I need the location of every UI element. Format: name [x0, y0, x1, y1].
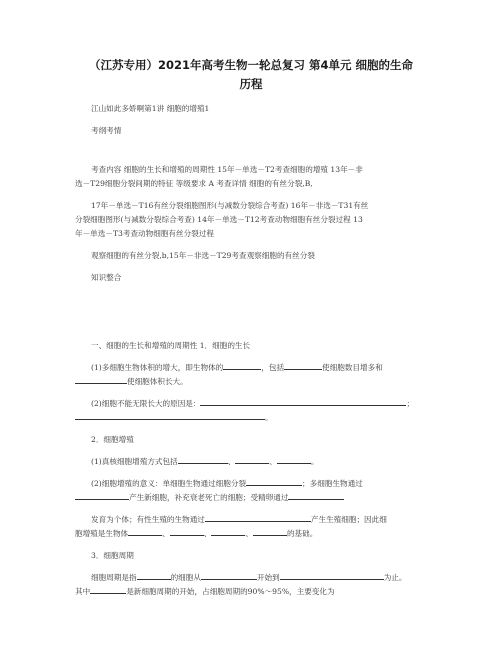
fill-blank[interactable] — [280, 571, 384, 580]
section-kaogang: 考纲考情 — [91, 126, 122, 135]
fill-blank[interactable] — [178, 455, 228, 464]
document-title — [60, 56, 442, 94]
text: 产生生殖细胞；因此细 — [310, 515, 387, 524]
text: 是新细胞周期的开始，占细胞周期的90%～95%，主要变化为 — [126, 587, 335, 596]
text: (2)细胞增殖的意义：单细胞生物通过细胞分裂 — [91, 479, 247, 488]
s2-q2-line2 — [75, 491, 344, 504]
para3: 观察细胞的有丝分裂,b,15年－非选－T29考查观察细胞的有丝分裂 — [91, 251, 315, 260]
s2-p3-line1 — [91, 513, 387, 526]
s3-line1 — [91, 571, 407, 584]
para2-line3: 年－单选－T3考查动物细胞有丝分裂过程 — [75, 229, 214, 238]
fill-blank[interactable] — [205, 513, 311, 522]
s2-q2-line1 — [91, 477, 363, 490]
text: (1)真核细胞增殖方式包括 — [91, 457, 178, 466]
text: 使细胞数目增多和 — [322, 363, 383, 372]
fill-blank[interactable] — [128, 527, 162, 536]
text: 使细胞体积长大。 — [127, 377, 188, 386]
s3-line2 — [75, 585, 335, 598]
fill-blank[interactable] — [75, 411, 265, 420]
fill-blank[interactable] — [200, 397, 406, 406]
text: 。 — [310, 457, 319, 466]
para2-line2: 分裂细胞图形(与减数分裂综合考查) 14年－单选－T12考查动物细胞有丝分裂过程 13 — [75, 215, 363, 224]
s1-q1-line2 — [75, 375, 188, 388]
text: 胞增殖是生物体 — [75, 529, 129, 538]
title-line-1: （江苏专用）2021年高考生物一轮总复习 第4单元 细胞的生命 — [88, 58, 413, 72]
s1-q2-line1 — [91, 397, 414, 410]
s2-q1 — [91, 455, 318, 468]
s2-heading: 2．细胞增殖 — [91, 435, 134, 444]
fill-blank[interactable] — [288, 491, 344, 500]
title-line-2: 历程 — [239, 77, 263, 91]
text: 细胞周期是指 — [91, 573, 137, 582]
fill-blank[interactable] — [253, 527, 287, 536]
fill-blank[interactable] — [211, 527, 245, 536]
fill-blank[interactable] — [223, 361, 261, 370]
fill-blank[interactable] — [246, 477, 302, 486]
fill-blank[interactable] — [75, 491, 129, 500]
s1-q2-line2 — [75, 411, 273, 424]
s1-heading: 一、细胞的生长和增殖的周期性 1．细胞的生长 — [91, 341, 251, 350]
text: 、 — [203, 529, 212, 538]
fill-blank[interactable] — [201, 571, 257, 580]
text: 、 — [227, 457, 236, 466]
text: (1)多细胞生物体积的增大，即生物体的 — [91, 363, 224, 372]
fill-blank[interactable] — [277, 455, 311, 464]
fill-blank[interactable] — [235, 455, 269, 464]
text: 发育为个体；有性生殖的生物通过 — [91, 515, 205, 524]
subtitle: 江山如此多娇啊第1讲 细胞的增殖1 — [91, 104, 210, 113]
text: (2)细胞不能无限长大的原因是： — [91, 399, 201, 408]
fill-blank[interactable] — [90, 585, 126, 594]
text: 为止。 — [383, 573, 407, 582]
fill-blank[interactable] — [170, 527, 204, 536]
fill-blank[interactable] — [137, 571, 171, 580]
fill-blank[interactable] — [284, 361, 322, 370]
text: 的基础。 — [286, 529, 318, 538]
text: 、 — [162, 529, 170, 538]
text: 其中 — [75, 587, 91, 596]
text: ；多细胞生物通过 — [302, 479, 363, 488]
text: 的细胞从 — [170, 573, 201, 582]
para1-line2: 选－T29细胞分裂间期的特征 等级要求 A 考查详情 细胞的有丝分裂,B, — [75, 179, 313, 188]
text: 开始到 — [256, 573, 280, 582]
para1-line1: 考查内容 细胞的生长和增殖的周期性 15年－单选－T2考查细胞的增殖 13年－非 — [91, 165, 363, 174]
fill-blank[interactable] — [75, 375, 127, 384]
para2-line1: 17年－单选－T16有丝分裂细胞图形(与减数分裂综合考查) 16年－非选－T31有丝 — [91, 201, 369, 210]
s2-p3-line2 — [75, 527, 317, 540]
text: ； — [406, 399, 415, 408]
s3-heading: 3．细胞周期 — [91, 551, 134, 560]
text: 。 — [265, 413, 273, 422]
text: 产生新细胞，补充衰老死亡的细胞；受精卵通过 — [129, 493, 289, 502]
text: 、 — [245, 529, 253, 538]
text: ，包括 — [261, 363, 285, 372]
s1-q1-line1 — [91, 361, 383, 374]
text: 、 — [269, 457, 277, 466]
section-zhishi: 知识整合 — [91, 273, 122, 282]
